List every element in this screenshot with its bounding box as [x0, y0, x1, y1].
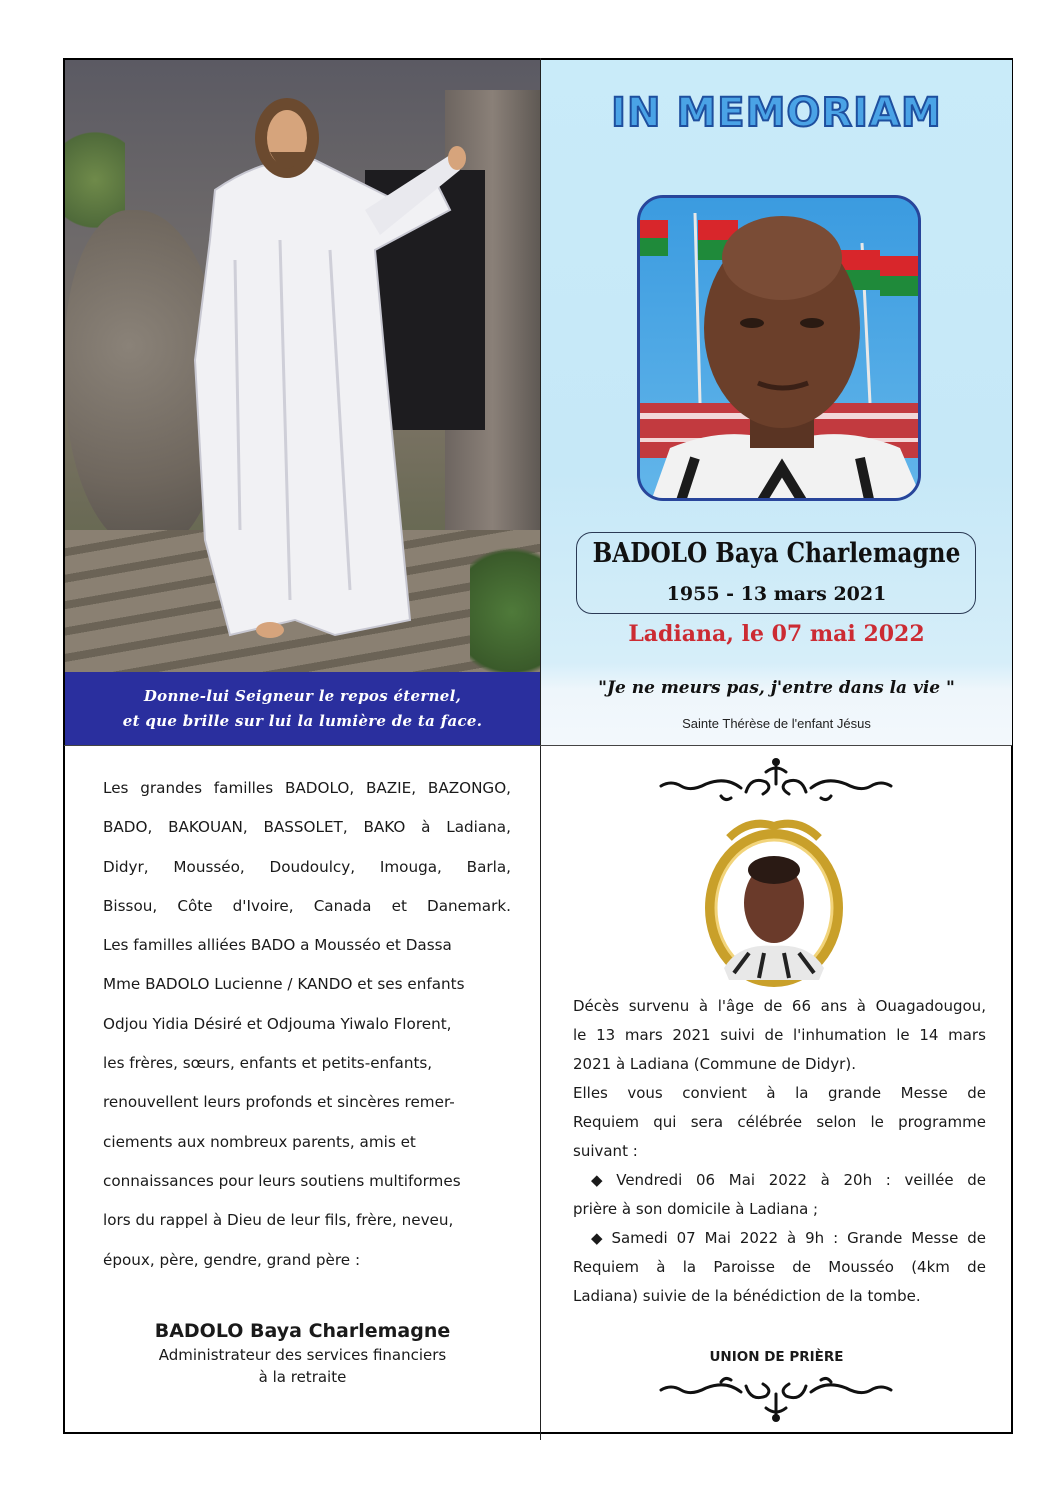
in-memoriam-panel	[541, 60, 1012, 745]
deceased-portrait-photo	[637, 195, 921, 501]
ceremony-place-date: Ladiana, le 07 mai 2022	[628, 621, 925, 647]
announcement-text	[573, 992, 986, 1311]
signature-block	[65, 1318, 540, 1388]
announcement-line: suivant :	[573, 1142, 638, 1160]
announcement-line: Elles vous convient à la grande Messe de	[573, 1084, 986, 1102]
announcement-line: le 13 mars 2021 suivi de l'inhumation le 14 mars	[573, 1026, 986, 1044]
portrait-image	[640, 198, 921, 501]
oval-portrait-frame	[699, 808, 849, 988]
thanks-message	[103, 773, 511, 1284]
life-dates: 1955 - 13 mars 2021	[666, 583, 887, 605]
message-line: les frères, sœurs, enfants et petits-enfants,	[103, 1054, 433, 1073]
resurrection-painting	[65, 60, 540, 672]
prayer-banner	[65, 672, 540, 745]
thanks-panel	[65, 746, 540, 1432]
deceased-name: BADOLO Baya Charlemagne	[592, 538, 961, 569]
message-line: Les grandes familles BADOLO, BAZIE, BAZONGO,	[103, 779, 511, 797]
christ-painting-panel	[65, 60, 540, 745]
program-item-vigil-cont: prière à son domicile à Ladiana ;	[573, 1200, 819, 1218]
ornament-bottom-icon	[651, 1368, 901, 1428]
program-item-mass: ◆ Samedi 07 Mai 2022 à 9h : Grande Messe de	[591, 1229, 986, 1247]
program-item-vigil: ◆ Vendredi 06 Mai 2022 à 20h : veillée de	[591, 1171, 986, 1189]
message-line: Odjou Yidia Désiré et Odjouma Yiwalo Florent,	[103, 1014, 452, 1033]
flag-icon	[640, 220, 668, 256]
quote-source: Sainte Thérèse de l'enfant Jésus	[682, 716, 871, 731]
announcement-panel	[541, 746, 1012, 1432]
message-line: lors du rappel à Dieu de leur fils, frère, neveu,	[103, 1211, 454, 1230]
message-line: connaissances pour leurs soutiens multiformes	[103, 1171, 461, 1190]
memorial-quote: "Je ne meurs pas, j'entre dans la vie "	[598, 678, 955, 698]
signature-role: Administrateur des services financiers	[158, 1346, 447, 1364]
message-line: Mme BADOLO Lucienne / KANDO et ses enfants	[103, 975, 465, 994]
prayer-line: et que brille sur lui la lumière de ta face.	[122, 711, 483, 730]
message-line: Les familles alliées BADO a Mousséo et Dassa	[103, 936, 452, 955]
union-de-priere-label: UNION DE PRIÈRE	[709, 1349, 844, 1365]
message-line: Didyr, Mousséo, Doudoulcy, Imouga, Barla,	[103, 857, 511, 876]
program-item-mass-cont: Requiem à la Paroisse de Mousséo (4km de	[573, 1258, 986, 1276]
message-line: renouvellent leurs profonds et sincères remer-	[103, 1093, 455, 1112]
program-item-mass-cont: Ladiana) suivie de la bénédiction de la tombe.	[573, 1287, 921, 1305]
christ-figure	[65, 60, 540, 672]
message-line: époux, père, gendre, grand père :	[103, 1250, 361, 1269]
announcement-line: Décès survenu à l'âge de 66 ans à Ouagadougou,	[573, 997, 986, 1015]
message-line: Bissou, Côte d'Ivoire, Canada et Danemark.	[103, 896, 511, 915]
prayer-line: Donne-lui Seigneur le repos éternel,	[143, 686, 462, 705]
announcement-line: Requiem qui sera célébrée selon le programme	[573, 1113, 986, 1131]
in-memoriam-title: IN MEMORIAM	[611, 90, 942, 136]
signature-role: à la retraite	[258, 1368, 347, 1386]
signature-name: BADOLO Baya Charlemagne	[154, 1320, 451, 1342]
announcement-line: 2021 à Ladiana (Commune de Didyr).	[573, 1055, 856, 1073]
message-line: ciements aux nombreux parents, amis et	[103, 1132, 416, 1151]
ornament-top-icon	[651, 754, 901, 814]
message-line: BADO, BAKOUAN, BASSOLET, BAKO à Ladiana,	[103, 818, 511, 837]
